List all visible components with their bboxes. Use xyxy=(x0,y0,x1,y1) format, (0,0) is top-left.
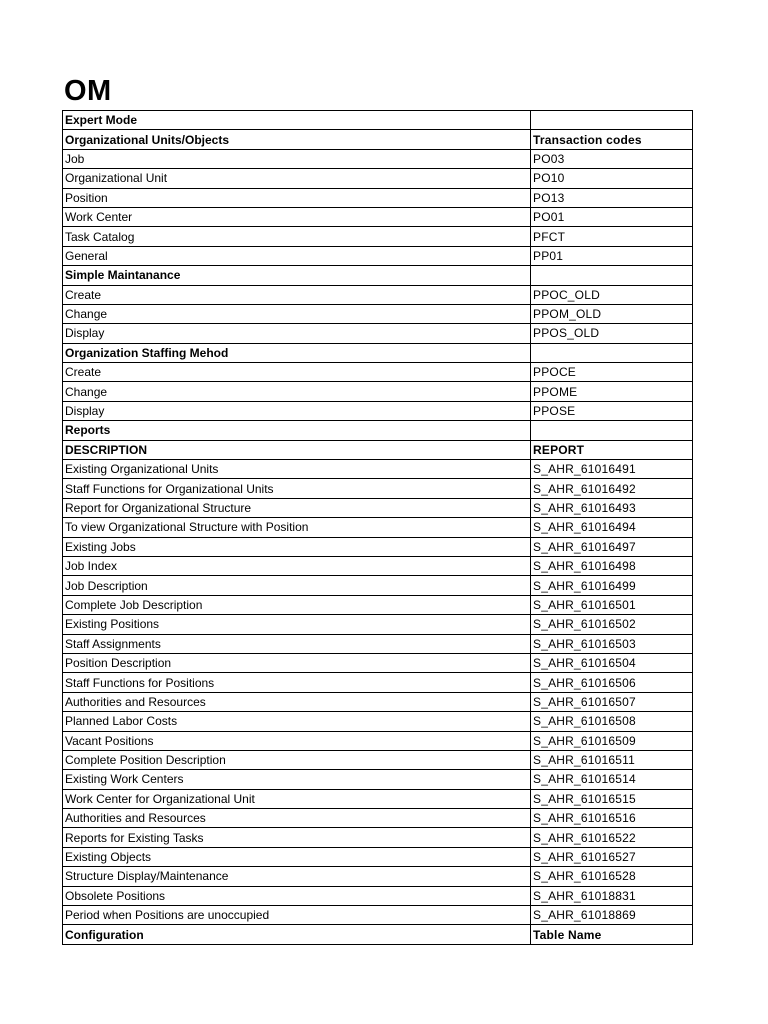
table-row xyxy=(63,169,693,188)
row-label-cell: Period when Positions are unoccupied xyxy=(63,906,531,925)
row-label-cell: Authorities and Resources xyxy=(63,809,531,828)
row-value-cell: S_AHR_61016507 xyxy=(531,692,693,711)
row-value-cell: S_AHR_61016494 xyxy=(531,518,693,537)
table-row xyxy=(63,227,693,246)
row-label-cell: Expert Mode xyxy=(63,111,531,130)
row-label-cell: Existing Jobs xyxy=(63,537,531,556)
table-row xyxy=(63,130,693,149)
row-value-cell: S_AHR_61016527 xyxy=(531,847,693,866)
table-row xyxy=(63,595,693,614)
table-row xyxy=(63,867,693,886)
row-label-cell: Existing Objects xyxy=(63,847,531,866)
row-label-cell: Staff Functions for Organizational Units xyxy=(63,479,531,498)
row-label-cell: Organizational Units/Objects xyxy=(63,130,531,149)
table-row xyxy=(63,576,693,595)
row-label-cell: Create xyxy=(63,285,531,304)
row-value-cell: S_AHR_61016508 xyxy=(531,712,693,731)
row-label-cell: Obsolete Positions xyxy=(63,886,531,905)
row-label-cell: Simple Maintanance xyxy=(63,266,531,285)
table-row xyxy=(63,324,693,343)
row-label-cell: Create xyxy=(63,363,531,382)
row-value-cell: PPOME xyxy=(531,382,693,401)
table-row xyxy=(63,809,693,828)
row-value-cell xyxy=(531,343,693,362)
row-value-cell: S_AHR_61016522 xyxy=(531,828,693,847)
table-row xyxy=(63,382,693,401)
table-row xyxy=(63,304,693,323)
row-label-cell: Job Description xyxy=(63,576,531,595)
table-row xyxy=(63,750,693,769)
row-value-cell: S_AHR_61016501 xyxy=(531,595,693,614)
row-label-cell: General xyxy=(63,246,531,265)
row-value-cell: S_AHR_61016506 xyxy=(531,673,693,692)
table-row xyxy=(63,188,693,207)
table-row xyxy=(63,440,693,459)
row-value-cell: PPOS_OLD xyxy=(531,324,693,343)
row-value-cell: PP01 xyxy=(531,246,693,265)
row-label-cell: Reports xyxy=(63,421,531,440)
table-row xyxy=(63,518,693,537)
row-label-cell: Staff Assignments xyxy=(63,634,531,653)
row-label-cell: Position Description xyxy=(63,653,531,672)
row-value-cell xyxy=(531,111,693,130)
row-value-cell: S_AHR_61018831 xyxy=(531,886,693,905)
row-label-cell: Existing Positions xyxy=(63,615,531,634)
row-value-cell: PPOSE xyxy=(531,401,693,420)
row-value-cell xyxy=(531,421,693,440)
table-row xyxy=(63,149,693,168)
table-row xyxy=(63,828,693,847)
table-row xyxy=(63,479,693,498)
row-label-cell: Change xyxy=(63,382,531,401)
row-value-cell: S_AHR_61016528 xyxy=(531,867,693,886)
table-row xyxy=(63,537,693,556)
row-label-cell: Structure Display/Maintenance xyxy=(63,867,531,886)
row-value-cell: S_AHR_61016502 xyxy=(531,615,693,634)
row-value-cell: Transaction codes xyxy=(531,130,693,149)
table-row xyxy=(63,847,693,866)
table-row xyxy=(63,925,693,944)
row-label-cell: Vacant Positions xyxy=(63,731,531,750)
table-row xyxy=(63,653,693,672)
row-value-cell: PO13 xyxy=(531,188,693,207)
table-row xyxy=(63,712,693,731)
row-label-cell: Organizational Unit xyxy=(63,169,531,188)
row-label-cell: Existing Work Centers xyxy=(63,770,531,789)
row-label-cell: Display xyxy=(63,324,531,343)
row-value-cell: S_AHR_61016498 xyxy=(531,556,693,575)
table-body xyxy=(63,111,693,945)
table-row xyxy=(63,498,693,517)
row-value-cell: PPOC_OLD xyxy=(531,285,693,304)
table-row xyxy=(63,731,693,750)
table-row xyxy=(63,363,693,382)
page-title: OM xyxy=(64,75,112,107)
table-row xyxy=(63,207,693,226)
row-value-cell: PPOCE xyxy=(531,363,693,382)
table-row xyxy=(63,789,693,808)
row-value-cell: S_AHR_61016509 xyxy=(531,731,693,750)
row-value-cell: S_AHR_61016492 xyxy=(531,479,693,498)
table-row xyxy=(63,111,693,130)
row-label-cell: Authorities and Resources xyxy=(63,692,531,711)
table-row xyxy=(63,266,693,285)
table-row xyxy=(63,460,693,479)
table-row xyxy=(63,343,693,362)
table-row xyxy=(63,285,693,304)
row-value-cell: S_AHR_61016511 xyxy=(531,750,693,769)
row-value-cell: S_AHR_61016503 xyxy=(531,634,693,653)
row-value-cell: REPORT xyxy=(531,440,693,459)
row-label-cell: Complete Position Description xyxy=(63,750,531,769)
row-value-cell: PO10 xyxy=(531,169,693,188)
row-label-cell: Job xyxy=(63,149,531,168)
row-label-cell: Configuration xyxy=(63,925,531,944)
row-label-cell: Work Center for Organizational Unit xyxy=(63,789,531,808)
row-value-cell: PO03 xyxy=(531,149,693,168)
row-label-cell: Organization Staffing Mehod xyxy=(63,343,531,362)
row-value-cell: S_AHR_61016497 xyxy=(531,537,693,556)
row-label-cell: Position xyxy=(63,188,531,207)
table-row xyxy=(63,886,693,905)
row-label-cell: Job Index xyxy=(63,556,531,575)
row-label-cell: Reports for Existing Tasks xyxy=(63,828,531,847)
row-label-cell: Report for Organizational Structure xyxy=(63,498,531,517)
row-value-cell: S_AHR_61016514 xyxy=(531,770,693,789)
row-label-cell: Task Catalog xyxy=(63,227,531,246)
row-label-cell: To view Organizational Structure with Position xyxy=(63,518,531,537)
row-label-cell: Work Center xyxy=(63,207,531,226)
row-label-cell: Complete Job Description xyxy=(63,595,531,614)
transaction-codes-table xyxy=(62,110,693,945)
row-label-cell: Display xyxy=(63,401,531,420)
table-row xyxy=(63,673,693,692)
row-value-cell: Table Name xyxy=(531,925,693,944)
table-row xyxy=(63,770,693,789)
table-row xyxy=(63,556,693,575)
row-value-cell: PPOM_OLD xyxy=(531,304,693,323)
row-value-cell: S_AHR_61016491 xyxy=(531,460,693,479)
row-label-cell: DESCRIPTION xyxy=(63,440,531,459)
row-value-cell: PO01 xyxy=(531,207,693,226)
row-label-cell: Staff Functions for Positions xyxy=(63,673,531,692)
row-value-cell: S_AHR_61016493 xyxy=(531,498,693,517)
row-value-cell xyxy=(531,266,693,285)
table-row xyxy=(63,692,693,711)
row-value-cell: S_AHR_61016516 xyxy=(531,809,693,828)
row-value-cell: S_AHR_61016504 xyxy=(531,653,693,672)
row-value-cell: PFCT xyxy=(531,227,693,246)
table-row xyxy=(63,634,693,653)
table-row xyxy=(63,906,693,925)
row-label-cell: Existing Organizational Units xyxy=(63,460,531,479)
row-value-cell: S_AHR_61018869 xyxy=(531,906,693,925)
table-row xyxy=(63,421,693,440)
table-row xyxy=(63,615,693,634)
table-row xyxy=(63,246,693,265)
table-row xyxy=(63,401,693,420)
row-value-cell: S_AHR_61016499 xyxy=(531,576,693,595)
row-label-cell: Planned Labor Costs xyxy=(63,712,531,731)
row-label-cell: Change xyxy=(63,304,531,323)
row-value-cell: S_AHR_61016515 xyxy=(531,789,693,808)
